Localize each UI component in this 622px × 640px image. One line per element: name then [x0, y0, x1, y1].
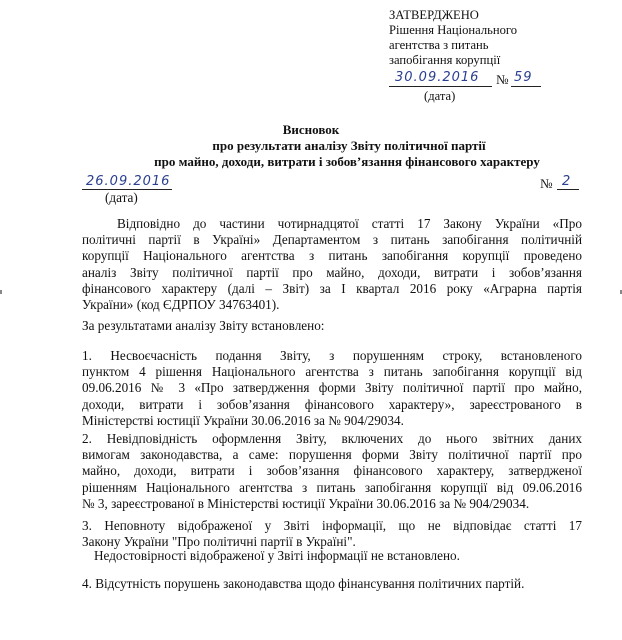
approval-decision: Рішення Національного — [389, 23, 518, 37]
conclusion-date: 26.09.2016 — [86, 174, 171, 189]
finding-line: 3. Неповноту відображеної у Звіті інформації, що не відповідає статті 17 — [82, 518, 582, 533]
finding-3-note: Недостовірності відображеної у Звіті інформації не встановлено. — [94, 548, 460, 563]
document-title: Висновок — [282, 122, 340, 137]
intro-line: України» (код ЄДРПОУ 34763401). — [82, 296, 280, 312]
approval-number: 59 — [514, 70, 533, 85]
document-subtitle: про результати аналізу Звіту політичної партії — [212, 138, 486, 153]
intro-line: фінансового характеру (далі – Звіт) за I квартал 2016 року «Аграрна партія — [82, 280, 582, 296]
intro-line: політичні партії в Україні» Департаментом з питань запобігання політичній — [82, 232, 582, 248]
intro-paragraph — [82, 216, 582, 313]
approval-title: ЗАТВЕРДЖЕНО — [389, 8, 479, 22]
finding-2 — [82, 431, 582, 512]
intro-line: корупції Національного агентства з питань запобігання корупції проведено — [82, 248, 582, 264]
finding-line: 2. Невідповідність оформлення Звіту, включених до нього звітних даних — [82, 431, 582, 446]
approval-date-underline — [389, 86, 492, 87]
finding-line: майно, доходи, витрати і зобов’язання фінансового характеру, затвердженої — [82, 463, 582, 479]
approval-number-label: № — [496, 72, 509, 87]
finding-4: 4. Відсутність порушень законодавства щодо фінансування політичних партій. — [82, 576, 525, 591]
finding-line: № 3, зареєстрованої в Міністерстві юстиції України 30.06.2016 за № 904/29034. — [82, 495, 530, 511]
findings-heading: За результатами аналізу Звіту встановлено: — [82, 318, 325, 333]
conclusion-number: 2 — [562, 174, 572, 189]
conclusion-number-label: № — [540, 176, 553, 191]
finding-line: Міністерстві юстиції України 30.06.2016 за № 904/29034. — [82, 412, 404, 428]
conclusion-number-underline — [557, 189, 579, 190]
finding-line: 1. Несвоєчасність подання Звіту, з порушенням строку, встановленого — [82, 348, 582, 363]
intro-line: Відповідно до частини чотирнадцятої статті 17 Закону України «Про — [117, 216, 582, 231]
approval-block — [389, 8, 517, 68]
finding-3 — [82, 518, 582, 550]
finding-1 — [82, 348, 582, 429]
approval-date: 30.09.2016 — [395, 70, 480, 85]
approval-date-caption: (дата) — [424, 89, 456, 103]
finding-line: 09.06.2016 № 3 «Про затвердження форми Звіту політичної партії про майно, — [82, 380, 582, 396]
finding-line: Закону України "Про політичні партії в Україні". — [82, 534, 356, 550]
conclusion-date-caption: (дата) — [105, 190, 138, 205]
finding-line: рішенням Національного агентства з питань запобігання корупції від 09.06.2016 — [82, 479, 582, 495]
intro-line: аналіз Звіту політичної партії про майно, доходи, витрати і зобов’язання — [82, 264, 582, 280]
page-edge-mark — [0, 290, 2, 294]
finding-line: вимогам законодавства, а саме: порушення форми Звіту політичної партії про — [82, 447, 582, 463]
approval-number-underline — [511, 86, 541, 87]
approval-agency: агентства з питань — [389, 38, 489, 52]
approval-agency-cont: запобігання корупції — [389, 53, 501, 67]
document-subtitle-cont: про майно, доходи, витрати і зобов’язання фінансового характеру — [154, 154, 540, 169]
finding-line: пунктом 4 рішення Національного агентства з питань запобігання корупції від — [82, 364, 582, 380]
finding-line: доходи, витрати і зобов’язання фінансового характеру», зареєстрованого в — [82, 396, 582, 412]
